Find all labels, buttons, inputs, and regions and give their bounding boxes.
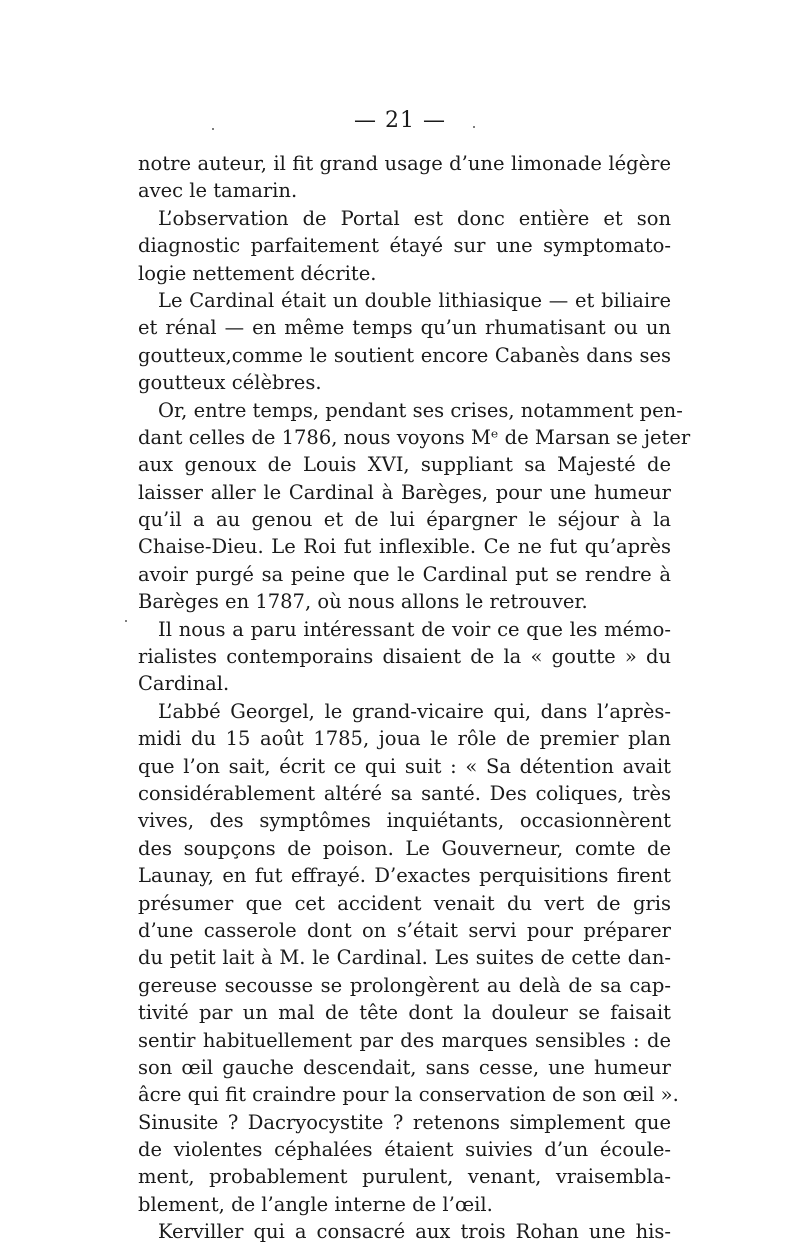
text-line: et rénal — en même temps qu’un rhumatisant ou un [138,316,671,340]
text-line: rialistes contemporains disaient de la « goutte » du [138,645,671,669]
print-speck [212,128,214,130]
text-line: du petit lait à M. le Cardinal. Les suites de cette dan- [138,946,671,970]
text-line: goutteux,comme le soutient encore Cabanès dans ses [138,343,671,367]
print-speck [473,126,475,128]
text-line: logie nettement décrite. [138,261,377,285]
text-line: vives, des symptômes inquiétants, occasionnèrent [138,809,671,833]
text-line: Barèges en 1787, où nous allons le retrouver. [138,590,588,614]
text-line: des soupçons de poison. Le Gouverneur, comte de [138,836,671,860]
text-line: Kerviller qui a consacré aux trois Rohan une his- [158,1220,671,1244]
text-line: que l’on sait, écrit ce qui suit : « Sa détention avait [138,754,671,778]
text-line: diagnostic parfaitement étayé sur une symptomato- [138,234,671,258]
text-line: son œil gauche descendait, sans cesse, une humeur [138,1055,671,1079]
text-line: blement, de l’angle interne de l’œil. [138,1192,493,1216]
text-line: Launay, en fut effrayé. D’exactes perquisitions firent [138,864,671,888]
text-line: tivité par un mal de tête dont la douleur se faisait [138,1001,671,1025]
text-line: considérablement altéré sa santé. Des coliques, très [138,781,671,805]
body-text [138,150,691,1246]
page-number: — 21 — [354,108,446,133]
text-line: Sinusite ? Dacryocystite ? retenons simplement que [138,1110,671,1134]
text-line: goutteux célèbres. [138,371,322,395]
text-line: L’abbé Georgel, le grand-vicaire qui, dans l’après- [158,699,671,723]
text-line: d’une casserole dont on s’était servi pour préparer [138,918,671,942]
text-line: avec le tamarin. [138,179,298,203]
text-line: sentir habituellement par des marques sensibles : de [138,1028,671,1052]
print-speck [125,620,127,622]
text-line: aux genoux de Louis XVI, suppliant sa Majesté de [138,453,671,477]
text-line: présumer que cet accident venait du vert de gris [138,891,671,915]
text-line: gereuse secousse se prolongèrent au delà de sa cap- [138,973,671,997]
text-line: avoir purgé sa peine que le Cardinal put se rendre à [138,562,671,586]
text-line: notre auteur, il fit grand usage d’une limonade légère [138,152,671,175]
text-line: Or, entre temps, pendant ses crises, notamment pen- [158,398,683,422]
text-line: Cardinal. [138,672,230,696]
text-line: midi du 15 août 1785, joua le rôle de premier plan [138,727,671,751]
text-line: de violentes céphalées étaient suivies d’un écoule- [138,1138,671,1162]
text-line: qu’il a au genou et de lui épargner le séjour à la [138,508,671,532]
text-line: L’observation de Portal est donc entière et son [158,206,671,230]
text-line: ment, probablement purulent, venant, vraisembla- [138,1165,671,1189]
text-line: dant celles de 1786, nous voyons Mᵉ de Marsan se jeter [138,425,691,449]
text-line: Le Cardinal était un double lithiasique — et biliaire [158,288,671,312]
text-line: Il nous a paru intéressant de voir ce que les mémo- [158,617,671,641]
text-line: âcre qui fit craindre pour la conservation de son œil ». [138,1083,679,1107]
text-line: Chaise-Dieu. Le Roi fut inflexible. Ce ne fut qu’après [138,535,671,559]
text-line: laisser aller le Cardinal à Barèges, pour une humeur [138,480,671,504]
